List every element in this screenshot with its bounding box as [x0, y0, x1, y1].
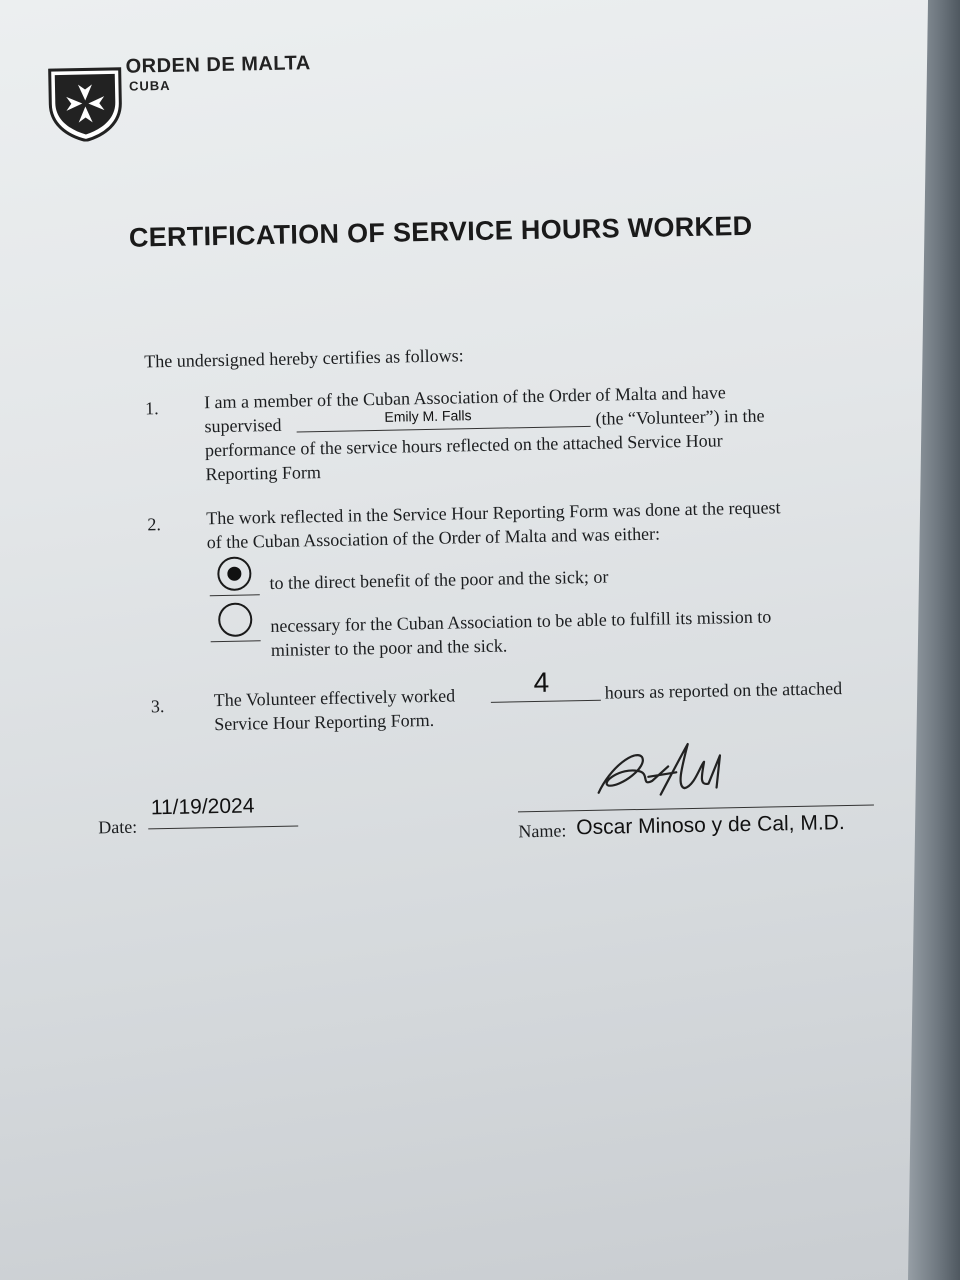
date-value[interactable]: 11/19/2024: [150, 794, 255, 820]
item1-volunteer-label: (the “Volunteer”) in the: [595, 405, 765, 429]
name-value[interactable]: Oscar Minoso y de Cal, M.D.: [576, 811, 845, 840]
item1-supervised-label: supervised: [204, 414, 282, 437]
item1-line4: Reporting Form: [205, 462, 322, 485]
item3-worked-label: The Volunteer effectively worked: [213, 685, 456, 711]
name-label: Name:: [518, 820, 567, 842]
item2-line1: The work reflected in the Service Hour Reporting Form was done at the request: [206, 497, 781, 529]
maltese-cross-shield-icon: [48, 67, 123, 142]
org-name: ORDEN DE MALTA: [125, 52, 311, 78]
volunteer-name-value[interactable]: Emily M. Falls: [384, 407, 472, 425]
item3-number: 3.: [150, 696, 165, 717]
option1-radio-selected[interactable]: [217, 556, 252, 591]
radio-dot-icon: [227, 567, 241, 581]
item3-line2: Service Hour Reporting Form.: [214, 709, 435, 735]
item1-line1: I am a member of the Cuban Association of the Order of Malta and have: [203, 382, 727, 413]
date-label: Date:: [98, 816, 138, 838]
org-subtitle: CUBA: [128, 77, 171, 94]
option2-line2: minister to the poor and the sick.: [270, 635, 508, 661]
option1-text: to the direct benefit of the poor and the sick; or: [269, 566, 609, 594]
item2-number: 2.: [147, 514, 162, 535]
item1-line3: performance of the service hours reflected on the attached Service Hour: [204, 430, 723, 461]
item1-number: 1.: [144, 398, 159, 419]
date-line: [148, 826, 298, 830]
option2-underline: [211, 640, 261, 642]
option2-radio[interactable]: [218, 602, 253, 637]
item2-line2: of the Cuban Association of the Order of Malta and was either:: [206, 523, 661, 553]
intro-text: The undersigned hereby certifies as follows:: [144, 345, 464, 372]
hours-line: [491, 700, 601, 703]
hours-value[interactable]: 4: [533, 666, 550, 699]
item3-hours-label: hours as reported on the attached: [604, 678, 843, 703]
option2-line1: necessary for the Cuban Association to be able to fulfill its mission to: [270, 606, 772, 637]
document-title: CERTIFICATION OF SERVICE HOURS WORKED: [128, 210, 753, 253]
option1-underline: [210, 594, 260, 596]
signature-icon: [590, 735, 751, 808]
